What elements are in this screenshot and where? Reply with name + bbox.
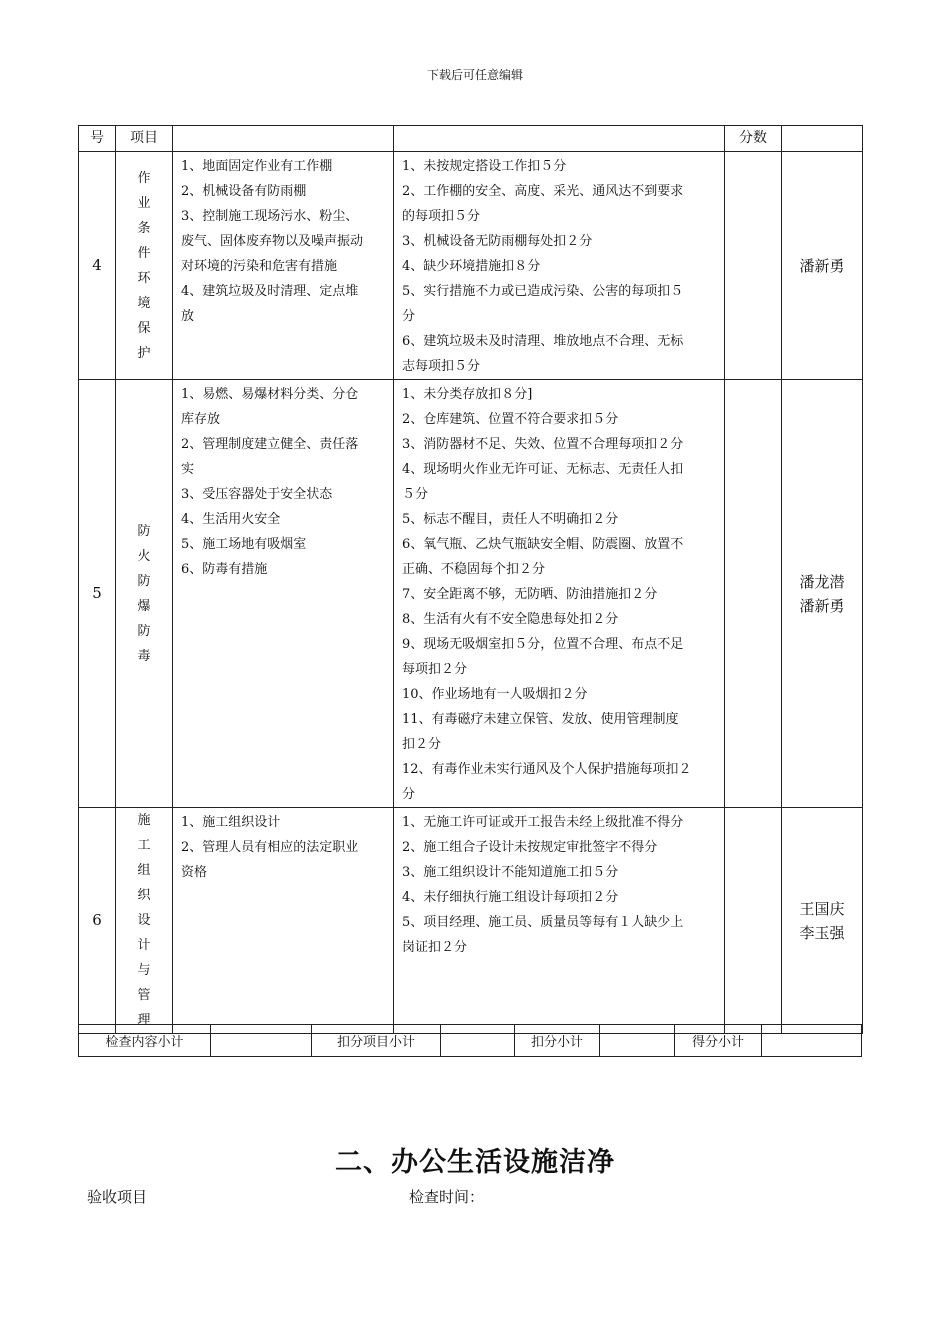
requirement-line: 放: [181, 309, 195, 324]
item-char: 火: [137, 548, 151, 564]
deduction-line: 3、消防器材不足、失效、位置不合理每项扣２分: [402, 437, 684, 452]
row-item: [116, 152, 173, 380]
deduction-line: 4、现场明火作业无许可证、无标志、无责任人扣: [402, 462, 684, 477]
requirement-line: 1、地面固定作业有工作棚: [181, 159, 333, 174]
row-num: 4: [79, 152, 116, 380]
item-char: 防: [137, 523, 151, 539]
requirement-line: 废气、固体废弃物以及噪声振动: [181, 234, 364, 249]
deduction-line: 1、无施工许可证或开工报告未经上级批准不得分: [402, 815, 684, 830]
deduct-items-subtotal-label: 扣分项目小计: [312, 1025, 441, 1056]
requirement-line: 2、管理人员有相应的法定职业: [181, 840, 359, 855]
table-row: [79, 152, 863, 380]
deduction-line: 分: [402, 309, 416, 324]
item-char: 织: [137, 888, 151, 903]
row-deductions: [394, 808, 725, 1034]
deduction-line: 2、施工组合子设计未按规定审批签字不得分: [402, 840, 658, 855]
person-name: 王国庆: [799, 899, 845, 918]
row-item: [116, 380, 173, 808]
requirement-line: 2、管理制度建立健全、责任落: [181, 437, 359, 452]
deduction-line: 2、工作棚的安全、高度、采光、通风达不到要求: [402, 184, 684, 199]
inspection-table: [78, 125, 863, 1034]
item-char: 设: [137, 913, 151, 928]
table-header-row: [79, 126, 863, 152]
row-person: [782, 808, 863, 1034]
requirement-line: 实: [181, 462, 195, 477]
item-char: 境: [137, 295, 151, 311]
item-char: 作: [137, 170, 151, 186]
deduction-line: 3、机械设备无防雨棚每处扣２分: [402, 234, 593, 249]
item-char: 业: [137, 195, 151, 211]
item-char: 环: [137, 270, 151, 286]
row-item: [116, 808, 173, 1034]
deduct-subtotal-label: 扣分小计: [515, 1025, 600, 1056]
acceptance-item-label: 验收项目: [87, 1188, 148, 1206]
item-char: 条: [137, 220, 151, 236]
requirement-line: 1、施工组织设计: [181, 815, 281, 830]
requirement-line: 1、易燃、易爆材料分类、分仓: [181, 387, 359, 402]
deduction-line: 8、生活有火有不安全隐患每处扣２分: [402, 612, 619, 627]
person-name: 潘新勇: [799, 596, 845, 615]
requirement-line: 4、生活用火安全: [181, 512, 281, 527]
deduction-line: 5、标志不醒目，责任人不明确扣２分: [402, 512, 619, 527]
deduction-line: 5、实行措施不力或已造成污染、公害的每项扣５: [402, 284, 684, 299]
deduction-line: 6、建筑垃圾未及时清理、堆放地点不合理、无标: [402, 334, 684, 349]
header-num: 号: [79, 126, 116, 152]
deduction-line: 6、氧气瓶、乙炔气瓶缺安全帽、防震圈、放置不: [402, 537, 684, 552]
summary-row: [78, 1024, 862, 1057]
header-item: 项目: [116, 126, 173, 152]
deduction-line: ５分: [402, 487, 429, 502]
deduction-line: 1、未按规定搭设工作扣５分: [402, 159, 567, 174]
table-row: [79, 380, 863, 808]
deduction-line: 1、未分类存放扣８分]: [402, 387, 533, 402]
row-deductions: [394, 152, 725, 380]
item-char: 施: [137, 813, 151, 828]
table-row: [79, 808, 863, 1034]
requirement-line: 3、控制施工现场污水、粉尘、: [181, 209, 359, 224]
deduction-line: 分: [402, 787, 416, 802]
requirement-line: 2、机械设备有防雨棚: [181, 184, 307, 199]
deduct-items-subtotal-value: [441, 1025, 515, 1056]
person-name: 李玉强: [799, 923, 845, 942]
item-char: 毒: [137, 648, 151, 664]
check-subtotal-value: [211, 1025, 312, 1056]
row-score: [725, 808, 782, 1034]
item-char: 防: [137, 573, 151, 589]
requirement-line: 资格: [181, 865, 208, 880]
check-time-label: 检查时间：: [409, 1188, 485, 1206]
row-person: [782, 152, 863, 380]
deduction-line: 7、安全距离不够，无防晒、防油措施扣２分: [402, 587, 658, 602]
deduction-line: 3、施工组织设计不能知道施工扣５分: [402, 865, 619, 880]
header-score: 分数: [725, 126, 782, 152]
deduction-line: 4、未仔细执行施工组设计每项扣２分: [402, 890, 619, 905]
header-deductions: [394, 126, 725, 152]
header-person: [782, 126, 863, 152]
item-char: 管: [137, 988, 151, 1003]
item-char: 件: [137, 245, 151, 261]
requirement-line: 对环境的污染和危害有措施: [181, 259, 338, 274]
section-title: 二、办公生活设施洁净: [335, 1147, 615, 1178]
deduction-line: 4、缺少环境措施扣８分: [402, 259, 541, 274]
item-char: 组: [137, 863, 151, 878]
score-subtotal-value: [762, 1025, 861, 1056]
item-char: 护: [137, 345, 151, 361]
deduction-line: 的每项扣５分: [402, 209, 481, 224]
requirement-line: 6、防毒有措施: [181, 562, 268, 577]
row-score: [725, 380, 782, 808]
deduction-line: 2、仓库建筑、位置不符合要求扣５分: [402, 412, 619, 427]
score-subtotal-label: 得分小计: [675, 1025, 762, 1056]
deduction-line: 5、项目经理、施工员、质量员等每有１人缺少上: [402, 915, 684, 930]
item-char: 防: [137, 623, 151, 639]
person-name: 潘新勇: [799, 256, 845, 275]
person-name: 潘龙潜: [799, 572, 845, 591]
row-num: 6: [79, 808, 116, 1034]
requirement-line: 4、建筑垃圾及时清理、定点堆: [181, 284, 359, 299]
check-subtotal-label: 检查内容小计: [79, 1025, 211, 1056]
header-requirements: [173, 126, 394, 152]
deduction-line: 每项扣２分: [402, 662, 468, 677]
row-score: [725, 152, 782, 380]
header-note: 下载后可任意编辑: [426, 68, 523, 82]
item-char: 爆: [137, 598, 151, 614]
deduct-subtotal-value: [600, 1025, 675, 1056]
deduction-line: 扣２分: [402, 737, 442, 752]
deduction-line: 10、作业场地有一人吸烟扣２分: [402, 687, 588, 702]
item-char: 保: [137, 320, 151, 336]
deduction-line: 11、有毒磁疗未建立保管、发放、使用管理制度: [402, 712, 679, 727]
requirement-line: 库存放: [181, 412, 221, 427]
requirement-line: 5、施工场地有吸烟室: [181, 537, 307, 552]
row-person: [782, 380, 863, 808]
item-char: 计: [137, 938, 151, 953]
row-deductions: [394, 380, 725, 808]
requirement-line: 3、受压容器处于安全状态: [181, 487, 333, 502]
item-char: 与: [137, 963, 151, 978]
row-requirements: [173, 152, 394, 380]
deduction-line: 12、有毒作业未实行通风及个人保护措施每项扣２: [402, 762, 692, 777]
row-num: 5: [79, 380, 116, 808]
item-char: 理: [137, 1013, 151, 1028]
item-char: 工: [137, 838, 151, 853]
deduction-line: 志每项扣５分: [402, 359, 481, 374]
deduction-line: 正确、不稳固每个扣２分: [402, 562, 546, 577]
row-requirements: [173, 808, 394, 1034]
deduction-line: 岗证扣２分: [402, 940, 468, 955]
deduction-line: 9、现场无吸烟室扣５分，位置不合理、布点不足: [402, 637, 684, 652]
row-requirements: [173, 380, 394, 808]
